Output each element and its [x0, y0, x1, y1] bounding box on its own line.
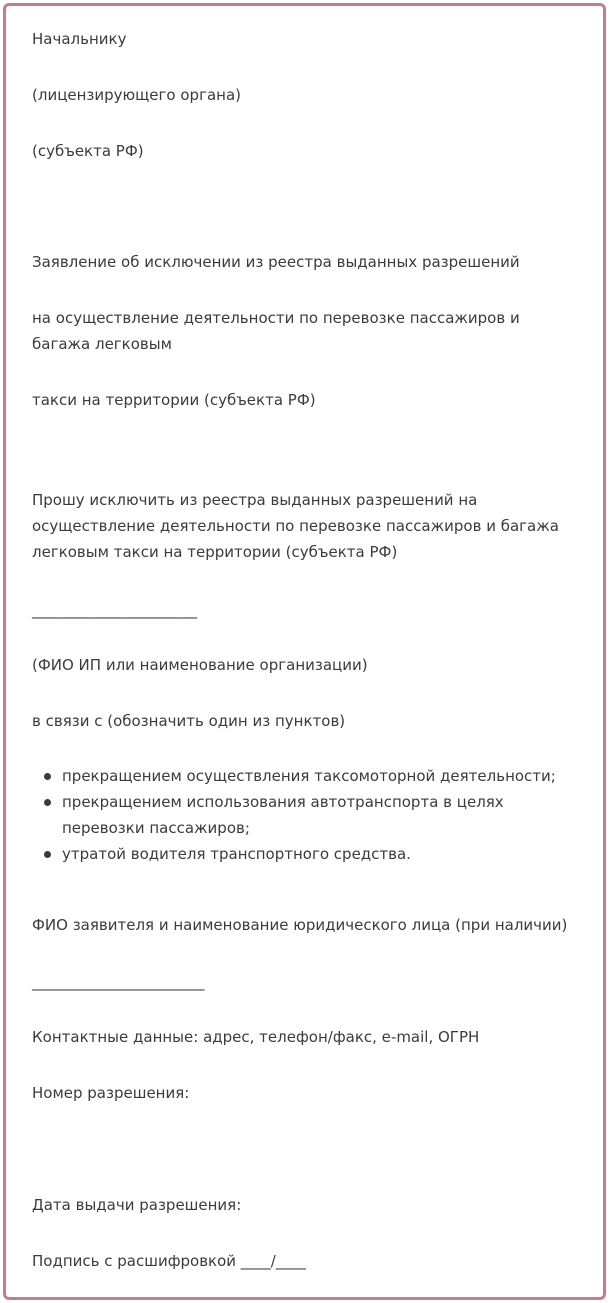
- request-paragraph: Прошу исключить из реестра выданных разрешений на осуществление деятельности по перевозке пассажиров и багажа легковым такси на территории (субъекта РФ): [32, 491, 559, 561]
- permit-number-label: Номер разрешения:: [32, 1084, 190, 1102]
- blank-line-organization: ______________________: [32, 601, 197, 619]
- organization-name-hint: (ФИО ИП или наименование организации): [32, 656, 368, 674]
- reason-text: прекращением осуществления таксомоторной деятельности;: [62, 767, 556, 785]
- applicant-label: ФИО заявителя и наименование юридического лица (при наличии): [32, 916, 568, 934]
- title-line-2: на осуществление деятельности по перевозке пассажиров и багажа легковым: [32, 309, 520, 353]
- contacts-label: Контактные данные: адрес, телефон/факс, e-mail, ОГРН: [32, 1028, 480, 1046]
- signature-label: Подпись с расшифровкой ____/____: [32, 1252, 306, 1270]
- bullet-icon: [44, 799, 51, 806]
- list-item: [32, 763, 572, 789]
- header-to-chief: Начальнику: [32, 30, 127, 48]
- title-line-1: Заявление об исключении из реестра выданных разрешений: [32, 253, 520, 271]
- reason-text: прекращением использования автотранспорта в целях перевозки пассажиров;: [62, 793, 504, 837]
- list-item: [32, 789, 572, 841]
- header-subject-rf: (субъекта РФ): [32, 142, 144, 160]
- header-licensing-body: (лицензирующего органа): [32, 86, 241, 104]
- permit-date-label: Дата выдачи разрешения:: [32, 1196, 242, 1214]
- list-item: [32, 841, 572, 867]
- reason-intro: в связи с (обозначить один из пунктов): [32, 712, 346, 730]
- reason-text: утратой водителя транспортного средства.: [62, 845, 411, 863]
- bullet-icon: [44, 851, 51, 858]
- blank-line-applicant: _______________________: [32, 973, 205, 991]
- reasons-list: [32, 763, 572, 867]
- title-line-3: такси на территории (субъекта РФ): [32, 391, 316, 409]
- bullet-icon: [44, 773, 51, 780]
